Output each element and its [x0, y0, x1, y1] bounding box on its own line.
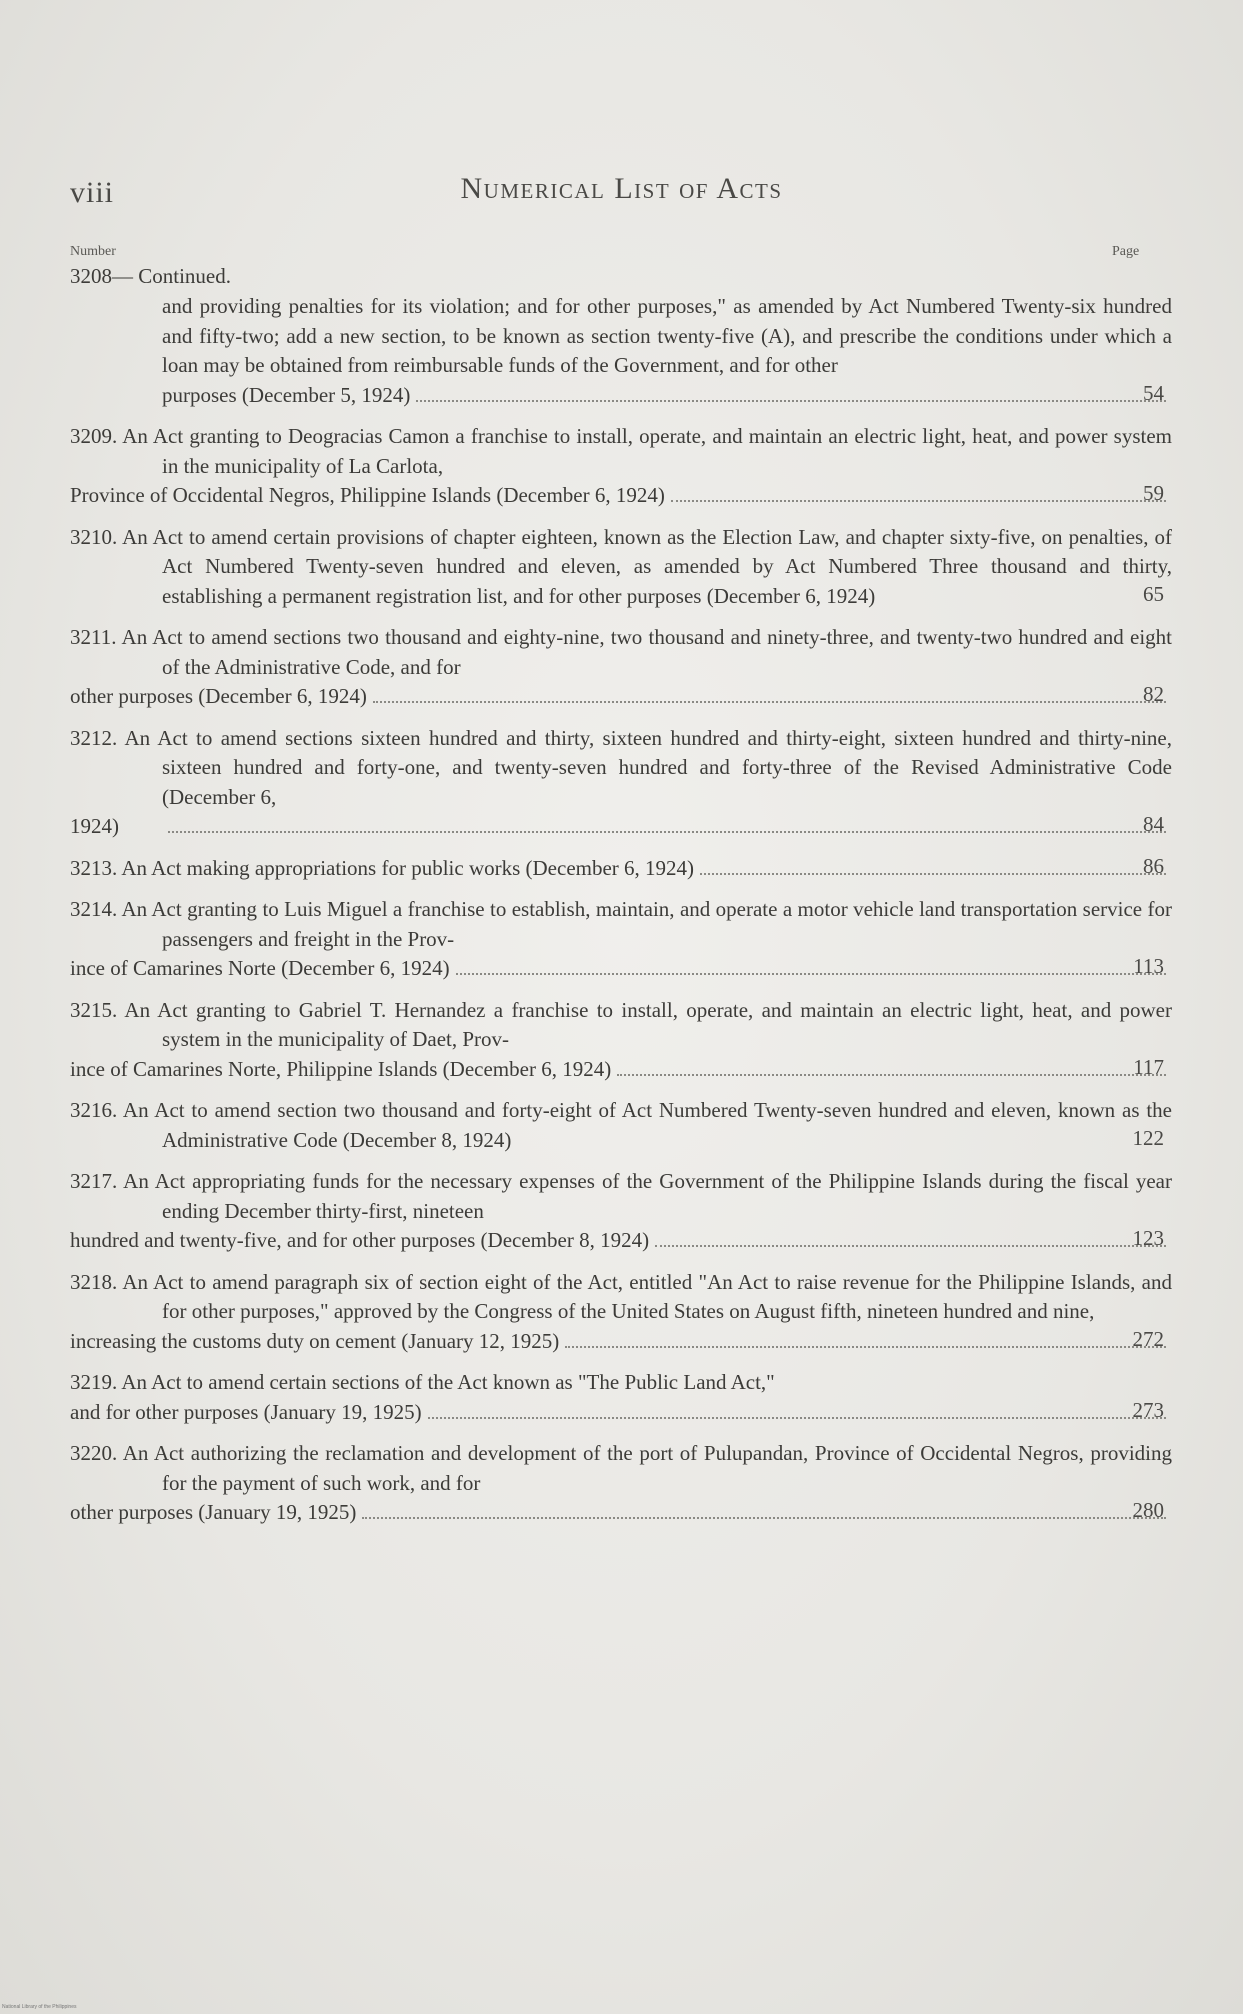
- list-item: 3219. An Act to amend certain sections of the Act known as "The Public Land Act," and for other purposes (January 19, 1925) 273: [70, 1370, 1164, 1424]
- list-item: 3215. An Act granting to Gabriel T. Hernandez a franchise to install, operate, and maintain an electric light, heat, and power system in the municipality of Daet, Prov- ince of Camarines Norte, Philippine Islands (December 6, 1924) 117: [70, 997, 1172, 1081]
- page-column-label: Page: [1112, 244, 1140, 259]
- page-ref: 86: [1143, 853, 1164, 878]
- page-ref: 122: [1132, 1125, 1164, 1150]
- page-ref: 123: [1132, 1226, 1164, 1250]
- page-ref: 273: [1132, 1397, 1164, 1422]
- list-item: 3216. An Act to amend section two thousand and forty-eight of Act Numbered Twenty-seven hundred and eleven, known as the Administrative Code (December 8, 1924) 122: [70, 1098, 1172, 1152]
- list-item: 3210. An Act to amend certain provisions of chapter eighteen, known as the Election Law, and chapter sixty-five, on penalties, of Act Numbered Twenty-seven hundred and eleven, as amended by Act Numbered Three thousand and thirty, establishing a permanent registration list, and for other purposes (December 6, 1924) 65: [70, 524, 1172, 608]
- continued-label: 3208— Continued.: [70, 264, 231, 288]
- acts-list: [70, 262, 1172, 1540]
- list-item: 3209. An Act granting to Deogracias Camon a franchise to install, operate, and maintain an electric light, heat, and power system in the municipality of La Carlota, Province of Occidental Negros, Philippine Islands (December 6, 1924) 59: [70, 424, 1172, 507]
- page-ref: 117: [1133, 1054, 1164, 1079]
- page-ref: 280: [1132, 1498, 1164, 1522]
- footer-credit: National Library of the Philippines: [2, 2004, 77, 2010]
- page-ref: 59: [1143, 481, 1164, 505]
- list-item: 3211. An Act to amend sections two thousand and eighty-nine, two thousand and ninety-three, and twenty-two hundred and eight of the Administrative Code, and for other purposes (December 6, 1924) 82: [70, 625, 1172, 708]
- running-head: Numerical List of Acts: [460, 172, 783, 205]
- list-item: 3220. An Act authorizing the reclamation and development of the port of Pulupandan, Province of Occidental Negros, providing for the payment of such work, and for other purposes (January 19, 1925) 280: [70, 1441, 1172, 1524]
- list-item: 3218. An Act to amend paragraph six of section eight of the Act, entitled "An Act to raise revenue for the Philippine Islands, and for other purposes," approved by the Congress of the United States on August fifth, nineteen hundred and nine, increasing the customs duty on cement (January 12, 1925) 272: [70, 1269, 1172, 1353]
- number-column-label: Number: [70, 244, 116, 259]
- page-number: viii: [70, 176, 115, 209]
- list-item: 3212. An Act to amend sections sixteen hundred and thirty, sixteen hundred and thirty-eight, sixteen hundred and thirty-nine, sixteen hundred and forty-one, and twenty-seven hundred and forty-three of the Revised Administrative Code (December 6, 1924) 84: [70, 725, 1172, 838]
- list-item: and providing penalties for its violation; and for other purposes," as amended by Act Numbered Twenty-six hundred and fifty-two; add a new section, to be known as section twenty-five (A), and prescribe the conditions under which a loan may be obtained from reimbursable funds of the Government, and for other purposes (December 5, 1924) 54: [162, 294, 1172, 407]
- list-item: 3217. An Act appropriating funds for the necessary expenses of the Government of the Philippine Islands during the fiscal year ending December thirty-first, nineteen hundred and twenty-five, and for other purposes (December 8, 1924) 123: [70, 1169, 1172, 1252]
- page-ref: 272: [1132, 1326, 1164, 1351]
- page-ref: 113: [1133, 954, 1164, 978]
- list-item: 3213. An Act making appropriations for public works (December 6, 1924) 86: [70, 853, 1164, 880]
- list-item: 3214. An Act granting to Luis Miguel a franchise to establish, maintain, and operate a motor vehicle land transportation service for passengers and freight in the Prov- ince of Camarines Norte (December 6, 1924) 113: [70, 897, 1172, 980]
- page-ref: 65: [1143, 581, 1164, 606]
- page-ref: 84: [1143, 812, 1164, 836]
- page-ref: 54: [1143, 380, 1164, 405]
- page-ref: 82: [1143, 682, 1164, 706]
